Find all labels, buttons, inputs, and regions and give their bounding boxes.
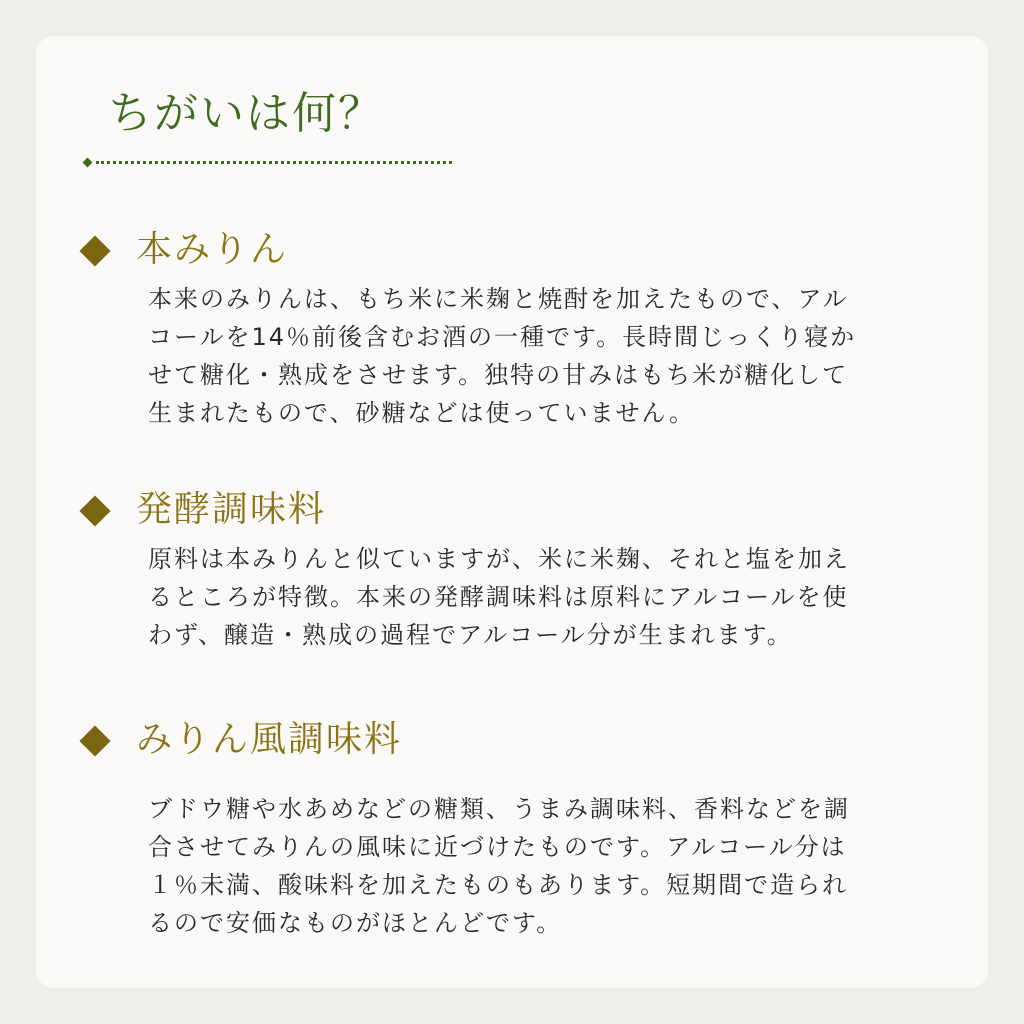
content-card [36, 36, 988, 988]
diamond-icon [79, 725, 110, 756]
body-line: るので安価なものがほとんどです。 [148, 909, 563, 937]
section-body [148, 790, 948, 942]
section-heading [80, 224, 960, 280]
body-line: ブドウ糖や水あめなどの糖類、うまみ調味料、香料などを調 [148, 795, 850, 823]
body-line: 生まれたもので、砂糖などは使っていません。 [148, 399, 695, 427]
section-title: 発酵調味料 [136, 489, 327, 530]
section-hon-mirin [80, 224, 960, 432]
section-title: 本みりん [136, 229, 289, 270]
body-line: 本来のみりんは、もち米に米麹と焼酎を加えたもので、アル [148, 285, 849, 313]
section-heading [80, 484, 960, 540]
body-line: コールを14％前後含むお酒の一種です。長時間じっくり寝か [148, 323, 857, 351]
body-line: 原料は本みりんと似ていますが、米に米麹、それと塩を加え [148, 545, 850, 573]
body-line: るところが特徴。本来の発酵調味料は原料にアルコールを使 [148, 583, 849, 611]
body-line: せて糖化・熟成をさせます。独特の甘みはもち米が糖化して [148, 361, 849, 389]
dotted-divider [96, 161, 452, 164]
diamond-icon [79, 495, 110, 526]
body-line: １％未満、酸味料を加えたものもあります。短期間で造られ [148, 871, 849, 899]
section-body [148, 280, 948, 432]
section-heading [80, 714, 960, 770]
body-line: 合させてみりんの風味に近づけたものです。アルコール分は [148, 833, 847, 861]
section-body [148, 540, 948, 654]
section-fermented-seasoning [80, 484, 960, 654]
page-title: ちがいは何？ [108, 88, 384, 139]
small-diamond-icon [83, 158, 93, 168]
title-underline [84, 157, 452, 169]
diamond-icon [79, 235, 110, 266]
section-title: みりん風調味料 [136, 719, 403, 760]
body-line: わず、醸造・熟成の過程でアルコール分が生まれます。 [148, 621, 793, 649]
section-mirin-style-seasoning [80, 714, 960, 942]
